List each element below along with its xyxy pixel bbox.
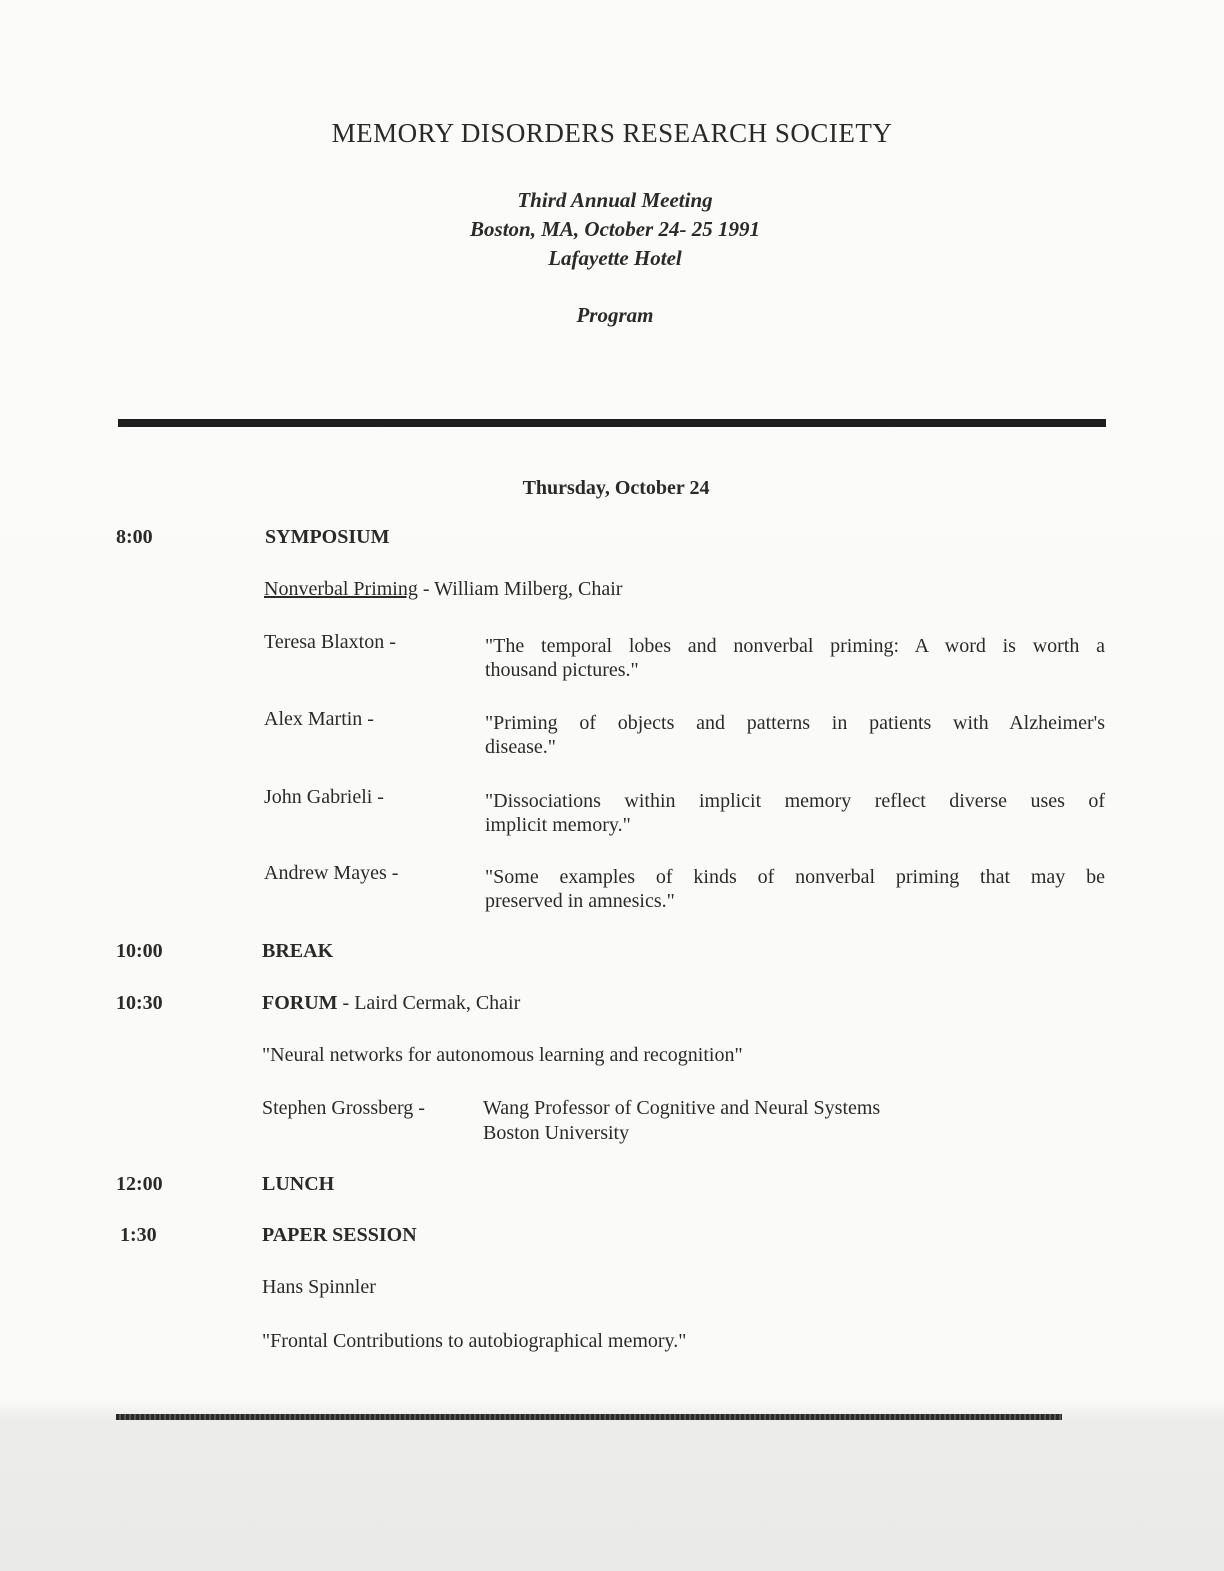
- top-divider: [118, 419, 1106, 427]
- forum-line: [262, 992, 520, 1015]
- paper-speaker: Hans Spinnler: [262, 1276, 376, 1298]
- meeting-venue: Lafayette Hotel: [548, 246, 682, 270]
- program-heading: Program: [576, 303, 654, 327]
- symposium-topic-line: [264, 578, 622, 601]
- talk-title: [485, 865, 1105, 913]
- forum-affiliation-institution: Boston University: [483, 1122, 630, 1144]
- forum-speaker: Stephen Grossberg -: [262, 1097, 425, 1119]
- talk-title-line: "Some examples of kinds of nonverbal priming that may be: [485, 866, 1105, 888]
- symposium-topic: Nonverbal Priming: [264, 578, 418, 600]
- forum-lecture-title: "Neural networks for autonomous learning and recognition": [262, 1044, 743, 1066]
- forum-chair: - Laird Cermak, Chair: [337, 992, 521, 1014]
- speaker-name: Andrew Mayes -: [264, 862, 399, 884]
- paper-title: "Frontal Contributions to autobiographical memory.": [262, 1330, 687, 1352]
- talk-title-line: "Dissociations within implicit memory reflect diverse uses of: [485, 790, 1105, 812]
- forum-heading: FORUM: [262, 992, 338, 1014]
- talk-title: [485, 711, 1105, 759]
- time-symposium: 8:00: [116, 526, 153, 548]
- forum-affiliation-title: Wang Professor of Cognitive and Neural Systems: [483, 1097, 881, 1119]
- symposium-heading: SYMPOSIUM: [265, 526, 390, 548]
- talk-title-line: thousand pictures.": [485, 659, 639, 681]
- talk-title-line: "Priming of objects and patterns in patients with Alzheimer's: [485, 712, 1105, 734]
- talk-title-line: "The temporal lobes and nonverbal priming: A word is worth a: [485, 635, 1105, 657]
- meeting-name: Third Annual Meeting: [517, 188, 713, 212]
- talk-title: [485, 634, 1105, 682]
- paper-session-heading: PAPER SESSION: [262, 1224, 417, 1246]
- society-title: MEMORY DISORDERS RESEARCH SOCIETY: [331, 118, 893, 148]
- time-lunch: 12:00: [116, 1173, 163, 1195]
- time-break: 10:00: [116, 940, 163, 962]
- talk-title-line: disease.": [485, 736, 556, 758]
- time-forum: 10:30: [116, 992, 163, 1014]
- symposium-chair: - William Milberg, Chair: [417, 578, 623, 600]
- break-heading: BREAK: [262, 940, 334, 962]
- meeting-place-date: Boston, MA, October 24- 25 1991: [470, 217, 760, 241]
- talk-title-line: implicit memory.": [485, 814, 631, 836]
- time-paper-session: 1:30: [120, 1224, 157, 1246]
- speaker-name: Alex Martin -: [264, 708, 374, 730]
- talk-title-line: preserved in amnesics.": [485, 890, 675, 912]
- speaker-name: John Gabrieli -: [264, 786, 384, 808]
- speaker-name: Teresa Blaxton -: [264, 631, 396, 653]
- day-heading: Thursday, October 24: [522, 477, 710, 499]
- talk-title: [485, 789, 1105, 837]
- lunch-heading: LUNCH: [262, 1173, 335, 1195]
- bottom-divider: [116, 1414, 1062, 1420]
